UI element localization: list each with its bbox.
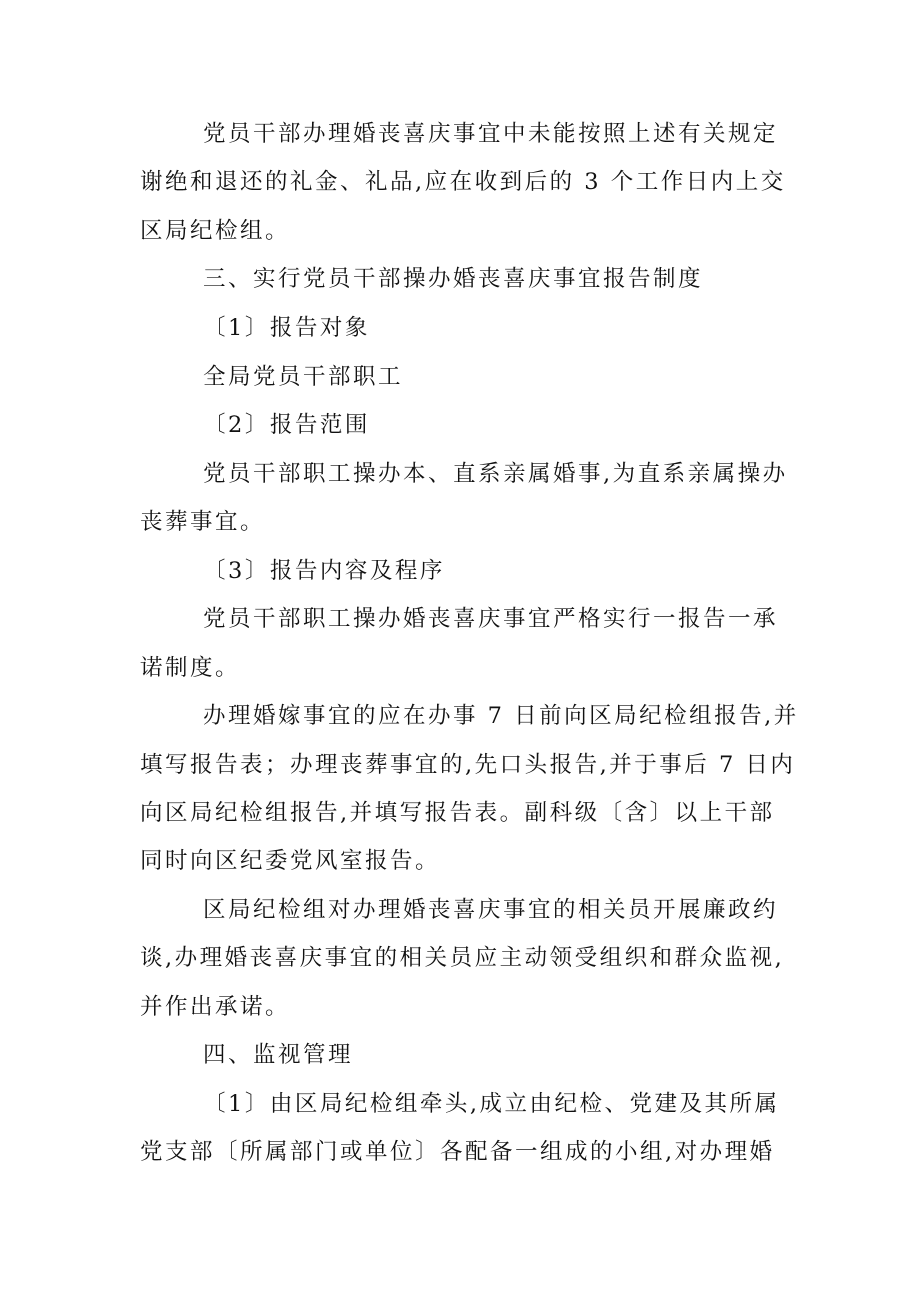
- paragraph-line: 全局党员干部职工: [203, 364, 404, 390]
- section-heading: 四、监视管理: [203, 1042, 354, 1068]
- subsection-heading: 〔3〕报告内容及程序: [203, 558, 445, 584]
- paragraph-line: 丧葬事宜。: [140, 509, 266, 535]
- paragraph-line: 并作出承诺。: [140, 994, 291, 1020]
- subsection-heading: 〔1〕报告对象: [203, 315, 370, 341]
- paragraph-line: 办理婚嫁事宜的应在办事 7 日前向区局纪检组报告,并: [203, 703, 799, 729]
- paragraph-line: 谢绝和退还的礼金、礼品,应在收到后的 3 个工作日内上交: [140, 169, 786, 195]
- paragraph-line: 党员干部职工操办婚丧喜庆事宜严格实行一报告一承: [203, 606, 779, 632]
- paragraph-line: 区局纪检组对办理婚丧喜庆事宜的相关员开展廉政约: [203, 897, 779, 923]
- paragraph-line: 谈,办理婚丧喜庆事宜的相关员应主动领受组织和群众监视,: [140, 945, 785, 971]
- paragraph-line: 同时向区纪委党风室报告。: [140, 848, 441, 874]
- paragraph-line: 党员干部职工操办本、直系亲属婚事,为直系亲属操办: [203, 461, 788, 487]
- section-heading: 三、实行党员干部操办婚丧喜庆事宜报告制度: [203, 266, 704, 292]
- paragraph-line: 〔1〕由区局纪检组牵头,成立由纪检、党建及其所属: [203, 1091, 780, 1117]
- paragraph-line: 诺制度。: [140, 655, 241, 681]
- subsection-heading: 〔2〕报告范围: [203, 412, 370, 438]
- paragraph-line: 填写报告表；办理丧葬事宜的,先口头报告,并于事后 7 日内: [140, 752, 796, 778]
- paragraph-line: 区局纪检组。: [140, 218, 291, 244]
- paragraph-line: 党员干部办理婚丧喜庆事宜中未能按照上述有关规定: [203, 121, 779, 147]
- paragraph-line: 党支部〔所属部门或单位〕各配备一组成的小组,对办理婚: [140, 1139, 775, 1165]
- paragraph-line: 向区局纪检组报告,并填写报告表。副科级〔含〕以上干部: [140, 800, 775, 826]
